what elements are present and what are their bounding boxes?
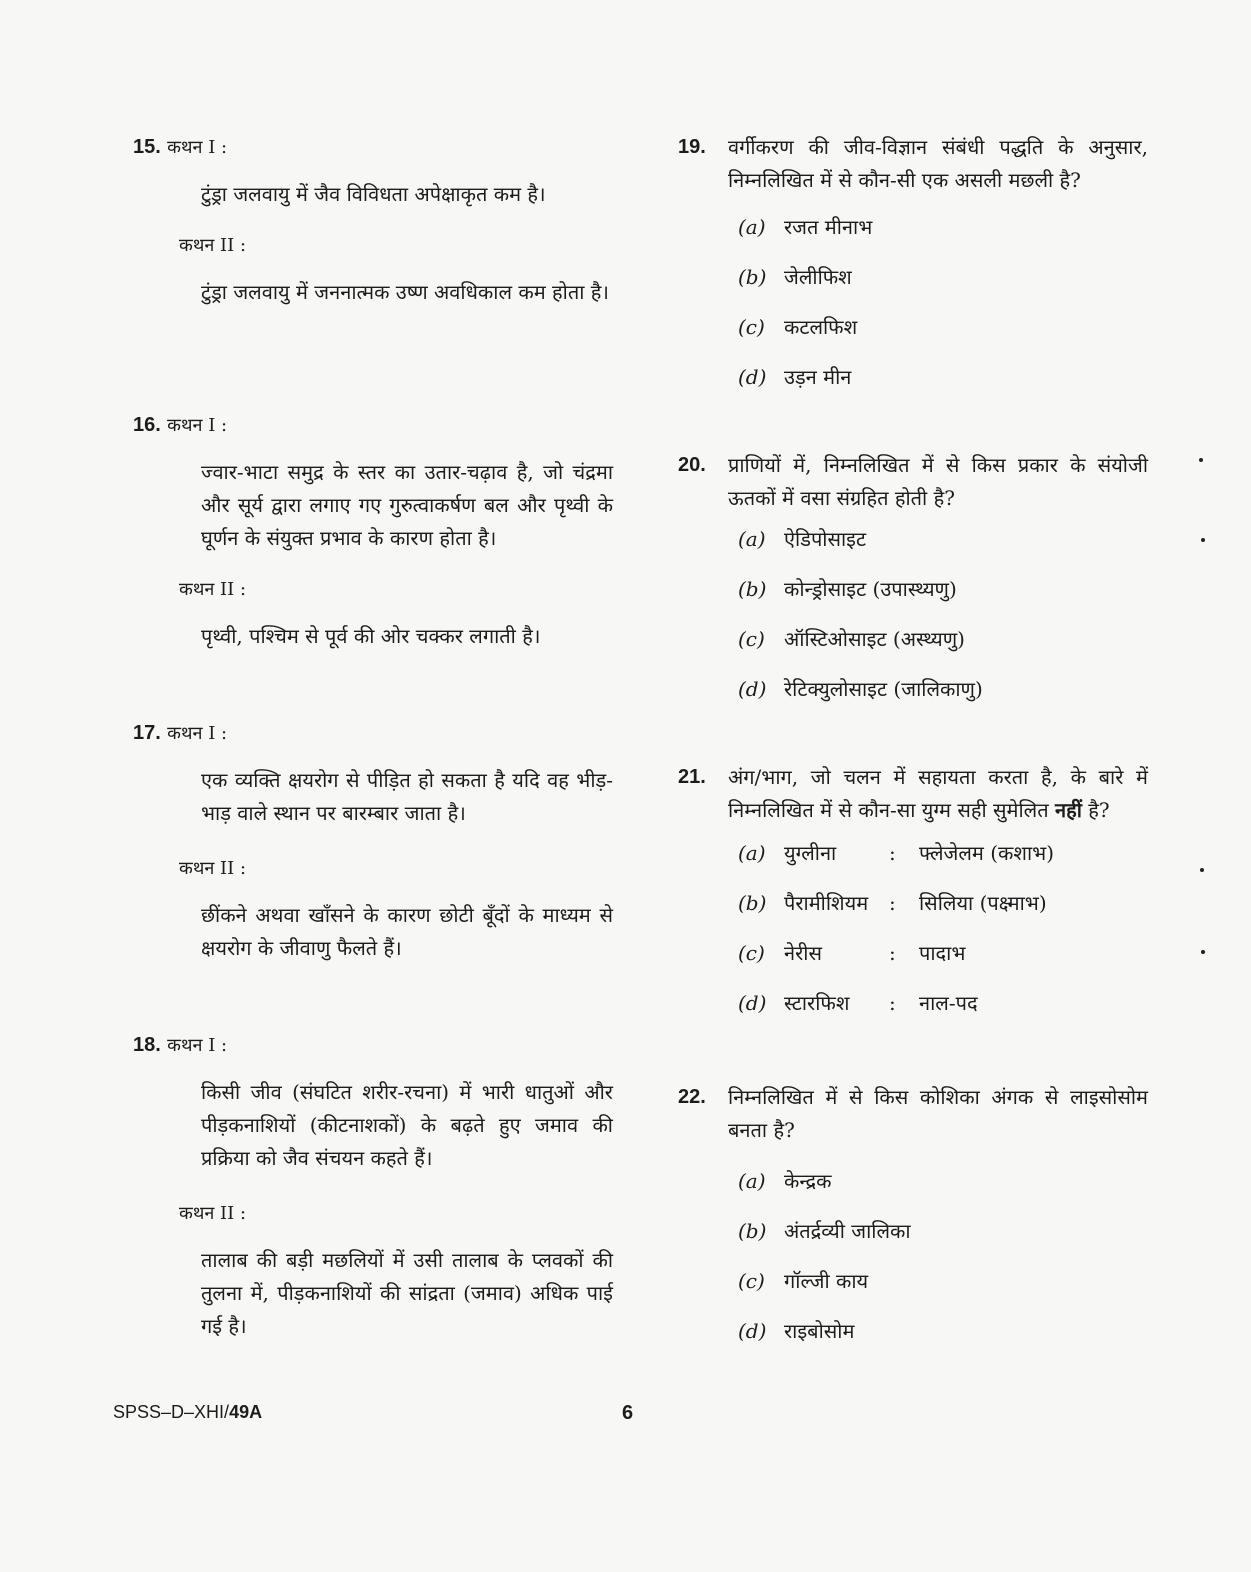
question-16: [133, 408, 613, 671]
statement-1-text: ज्वार-भाटा समुद्र के स्तर का उतार-चढ़ाव है, जो चंद्रमा और सूर्य द्वारा लगाए गए गुरुत्वाकर्षण बल और पृथ्वी के घूर्णन के संयुक्त प्रभाव के कारण होता है।: [201, 460, 613, 550]
question-20: [678, 448, 1148, 723]
option-b: (b) पैरामीशियम : सिलिया (पक्ष्माभ): [738, 891, 1047, 915]
question-17: [133, 716, 613, 983]
statement-1-text: किसी जीव (संघटित शरीर-रचना) में भारी धातुओं और पीड़कनाशियों (कीटनाशकों) के बढ़ते हुए जमाव की प्रक्रिया को जैव संचयन कहते हैं।: [201, 1080, 613, 1170]
statement-2-text: पृथ्वी, पश्चिम से पूर्व की ओर चक्कर लगाती है।: [201, 624, 541, 648]
statement-2-text: छींकने अथवा खाँसने के कारण छोटी बूँदों के माध्यम से क्षयरोग के जीवाणु फैलते हैं।: [201, 903, 613, 960]
question-21: [678, 760, 1148, 1037]
question-text: प्राणियों में, निम्नलिखित में से किस प्रकार के संयोजी ऊतकों में वसा संग्रहित होती है?: [728, 453, 1148, 510]
question-number: 20.: [678, 454, 706, 476]
option-c: (c) ऑस्टिओसाइट (अस्थ्यणु): [738, 627, 965, 651]
option-c: (c) कटलफिश: [738, 315, 858, 339]
question-text: अंग/भाग, जो चलन में सहायता करता है, के बारे में निम्नलिखित में से कौन-सा युग्म सही सुमेलित नहीं है?: [728, 765, 1148, 822]
options-list: [738, 1165, 1148, 1365]
options-list: [738, 837, 1148, 1037]
question-number: 16.: [133, 414, 161, 436]
statement-2-label: कथन II :: [179, 579, 247, 600]
statement-2-label: कथन II :: [179, 1203, 247, 1224]
emphasis-not: नहीं: [1055, 798, 1082, 822]
page-number: 6: [622, 1402, 634, 1424]
statement-1-label: कथन I :: [167, 1035, 228, 1056]
question-text: निम्नलिखित में से किस कोशिका अंगक से लाइसोसोम बनता है?: [728, 1085, 1148, 1142]
question-22: [678, 1080, 1148, 1365]
scan-mark: [1200, 868, 1204, 872]
options-list: [738, 211, 1148, 411]
option-d: (d) स्टारफिश : नाल-पद: [738, 991, 978, 1015]
option-a: (a) केन्द्रक: [738, 1169, 832, 1193]
question-number: 18.: [133, 1034, 161, 1056]
statement-2-text: टुंड्रा जलवायु में जननात्मक उष्ण अवधिकाल कम होता है।: [201, 280, 609, 304]
statement-2-text: तालाब की बड़ी मछलियों में उसी तालाब के प्लवकों की तुलना में, पीड़कनाशियों की सांद्रता (जमाव) अधिक पाई गई है।: [201, 1248, 613, 1338]
statement-2-label: कथन II :: [179, 235, 247, 256]
question-number: 22.: [678, 1086, 706, 1108]
scan-mark: [1199, 458, 1203, 462]
statement-1-text: एक व्यक्ति क्षयरोग से पीड़ित हो सकता है यदि वह भीड़-भाड़ वाले स्थान पर बारम्बार जाता है।: [201, 768, 613, 825]
question-number: 19.: [678, 136, 706, 158]
option-c: (c) गॉल्जी काय: [738, 1269, 869, 1293]
option-b: (b) जेलीफिश: [738, 265, 852, 289]
statement-1-label: कथन I :: [167, 137, 228, 158]
question-15: [133, 130, 613, 327]
option-d: (d) राइबोसोम: [738, 1319, 855, 1343]
option-c: (c) नेरीस : पादाभ: [738, 941, 966, 965]
option-d: (d) उड़न मीन: [738, 365, 852, 389]
options-list: [738, 523, 1148, 723]
question-19: [678, 130, 1148, 411]
statement-1-label: कथन I :: [167, 723, 228, 744]
scan-mark: [1201, 950, 1205, 954]
question-number: 21.: [678, 766, 706, 788]
question-text: वर्गीकरण की जीव-विज्ञान संबंधी पद्धति के अनुसार, निम्नलिखित में से कौन-सी एक असली मछली है?: [728, 135, 1148, 192]
option-b: (b) अंतर्द्रव्यी जालिका: [738, 1219, 911, 1243]
option-a: (a) ऐडिपोसाइट: [738, 527, 867, 551]
scan-mark: [1201, 538, 1205, 542]
paper-code: SPSS–D–XHI/49A: [113, 1402, 263, 1422]
question-number: 15.: [133, 136, 161, 158]
statement-1-label: कथन I :: [167, 415, 228, 436]
question-18: [133, 1028, 613, 1361]
statement-1-text: टुंड्रा जलवायु में जैव विविधता अपेक्षाकृत कम है।: [201, 182, 546, 206]
option-d: (d) रेटिक्युलोसाइट (जालिकाणु): [738, 677, 983, 701]
option-a: (a) युग्लीना : फ्लेजेलम (कशाभ): [738, 841, 1055, 865]
option-a: (a) रजत मीनाभ: [738, 215, 873, 239]
statement-2-label: कथन II :: [179, 858, 247, 879]
question-number: 17.: [133, 722, 161, 744]
option-b: (b) कोन्ड्रोसाइट (उपास्थ्यणु): [738, 577, 957, 601]
